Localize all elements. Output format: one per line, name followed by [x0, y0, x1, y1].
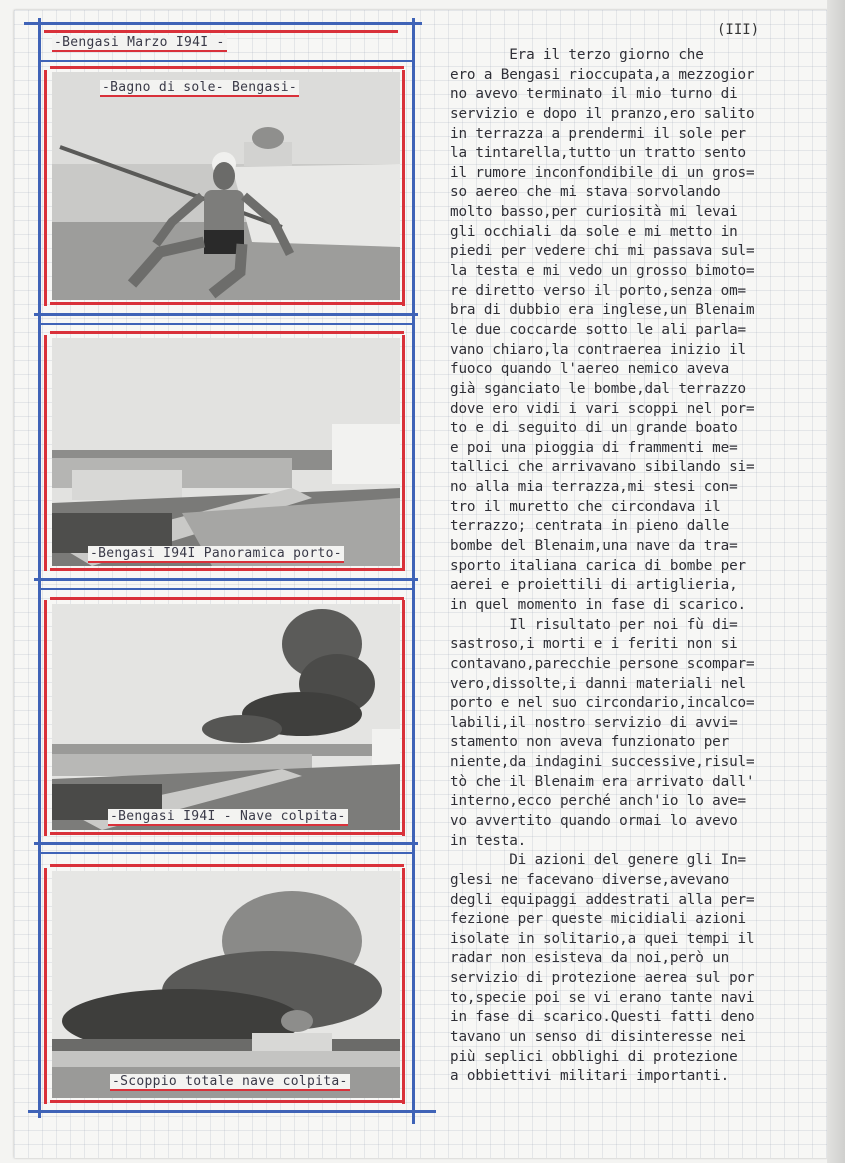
text-line: tavano un senso di disinteresse nei: [450, 1029, 747, 1046]
text-line: in testa.: [450, 832, 527, 849]
frame-line: [44, 335, 47, 571]
text-line: no alla mia terrazza,mi stesi con=: [450, 479, 738, 496]
text-line: servizio di protezione aerea sul por: [450, 970, 755, 987]
frame-line: [402, 868, 405, 1104]
text-line: degli equipaggi addestrati alla per=: [450, 891, 755, 908]
frame-line: [40, 323, 414, 325]
text-line: contavano,parecchie persone scompar=: [450, 655, 755, 672]
frame-line: [50, 1100, 404, 1103]
frame-line: [24, 22, 422, 25]
text-line: le due coccarde sotto le ali parla=: [450, 321, 747, 338]
text-line: interno,ecco perché anch'io lo ave=: [450, 793, 747, 810]
text-line: vero,dissolte,i danni materiali nel: [450, 675, 747, 692]
frame-line: [34, 842, 418, 845]
text-line: in quel momento in fase di scarico.: [450, 596, 747, 613]
text-line: molto basso,per curiosità mi levai: [450, 204, 738, 221]
frame-line: [402, 600, 405, 836]
text-line: niente,da indagini successive,risul=: [450, 754, 755, 771]
text-line: porto e nel suo circondario,incalco=: [450, 695, 755, 712]
photo-caption: -Scoppio totale nave colpita-: [112, 1074, 348, 1089]
text-line: ero a Bengasi rioccupata,a mezzogior: [450, 66, 755, 83]
photo-ship-hit: [52, 604, 400, 830]
text-line: piedi per vedere chi mi passava sul=: [450, 243, 755, 260]
text-line: stamento non aveva funzionato per: [450, 734, 730, 751]
photo-caption: -Bengasi I94I - Nave colpita-: [110, 809, 346, 824]
frame-line: [28, 1110, 436, 1113]
text-line: to,specie poi se vi erano tante navi: [450, 989, 755, 1006]
text-line: sastroso,i morti e i feriti non si: [450, 636, 738, 653]
text-line: isolate in solitario,a quei tempi il: [450, 930, 755, 947]
album-title: -Bengasi Marzo I94I -: [54, 35, 225, 50]
frame-line: [50, 832, 404, 835]
text-line: tò che il Blenaim era arrivato dall': [450, 773, 755, 790]
text-line: terrazzo; centrata in pieno dalle: [450, 518, 730, 535]
text-line: tro il muretto che circondava il: [450, 498, 721, 515]
text-line: servizio e dopo il pranzo,ero salito: [450, 105, 755, 122]
text-line: fezione per queste micidiali azioni: [450, 911, 747, 928]
frame-line: [50, 331, 404, 334]
text-line: aerei e proiettili di artiglieria,: [450, 577, 738, 594]
frame-line: [50, 66, 404, 69]
page-edge: [827, 0, 845, 1163]
frame-line: [40, 60, 414, 62]
page-number: (III): [717, 22, 760, 38]
text-line: la testa e mi vedo un grosso bimoto=: [450, 263, 755, 280]
text-line: bra di dubbio era inglese,un Blenaim: [450, 302, 755, 319]
frame-line: [34, 578, 418, 581]
text-line: gli occhiali da sole e mi metto in: [450, 223, 738, 240]
text-line: in fase di scarico.Questi fatti deno: [450, 1009, 755, 1026]
photo-sunbathing: [52, 72, 400, 300]
text-line: tallici che arrivavano sibilando si=: [450, 459, 755, 476]
text-line: Era il terzo giorno che: [450, 47, 704, 63]
photo-harbor-panorama: [52, 338, 400, 566]
text-line: re diretto verso il porto,senza om=: [450, 282, 747, 299]
frame-line: [34, 313, 418, 316]
text-line: la tintarella,tutto un tratto sento: [450, 145, 747, 162]
text-line: in terrazza a prendermi il sole per: [450, 125, 747, 142]
text-line: to e di seguito di un grande boato: [450, 420, 738, 437]
frame-line: [44, 30, 398, 33]
text-line: Il risultato per noi fù di=: [450, 616, 738, 633]
typed-text: [450, 46, 822, 1087]
text-line: più seplici obblighi di protezione: [450, 1048, 738, 1065]
frame-line: [40, 852, 414, 854]
text-line: e poi una pioggia di frammenti me=: [450, 439, 738, 456]
text-line: vo avvertito quando ormai lo avevo: [450, 812, 738, 829]
text-line: no avevo terminato il mio turno di: [450, 86, 738, 103]
frame-line: [50, 302, 404, 305]
frame-line: [402, 335, 405, 571]
frame-line: [50, 864, 404, 867]
frame-line: [38, 18, 41, 1118]
text-line: glesi ne facevano diverse,avevano: [450, 871, 730, 888]
frame-line: [44, 868, 47, 1104]
text-line: sporto italiana carica di bombe per: [450, 557, 747, 574]
text-line: il rumore inconfondibile di un gros=: [450, 164, 755, 181]
text-line: già sganciato le bombe,dal terrazzo: [450, 380, 747, 397]
text-line: bombe del Blenaim,una nave da tra=: [450, 538, 738, 555]
text-line: a obbiettivi militari importanti.: [450, 1068, 730, 1085]
frame-line: [44, 600, 47, 836]
photo-caption: -Bagno di sole- Bengasi-: [102, 80, 298, 95]
frame-line: [402, 70, 405, 306]
text-line: so aereo che mi stava sorvolando: [450, 184, 721, 201]
text-line: Di azioni del genere gli In=: [450, 852, 747, 869]
text-line: radar non esisteva da noi,però un: [450, 950, 730, 967]
text-line: fuoco quando l'aereo nemico aveva: [450, 361, 730, 378]
photo-caption: -Bengasi I94I Panoramica porto-: [90, 546, 342, 561]
text-line: vano chiaro,la contraerea inizio il: [450, 341, 747, 358]
frame-line: [412, 18, 415, 1124]
frame-line: [40, 588, 414, 590]
photo-total-explosion: [52, 871, 400, 1098]
frame-line: [44, 70, 47, 306]
frame-line: [50, 568, 404, 571]
text-line: labili,il nostro servizio di avvi=: [450, 714, 738, 731]
frame-line: [50, 597, 404, 600]
text-line: dove ero vidi i vari scoppi nel por=: [450, 400, 755, 417]
